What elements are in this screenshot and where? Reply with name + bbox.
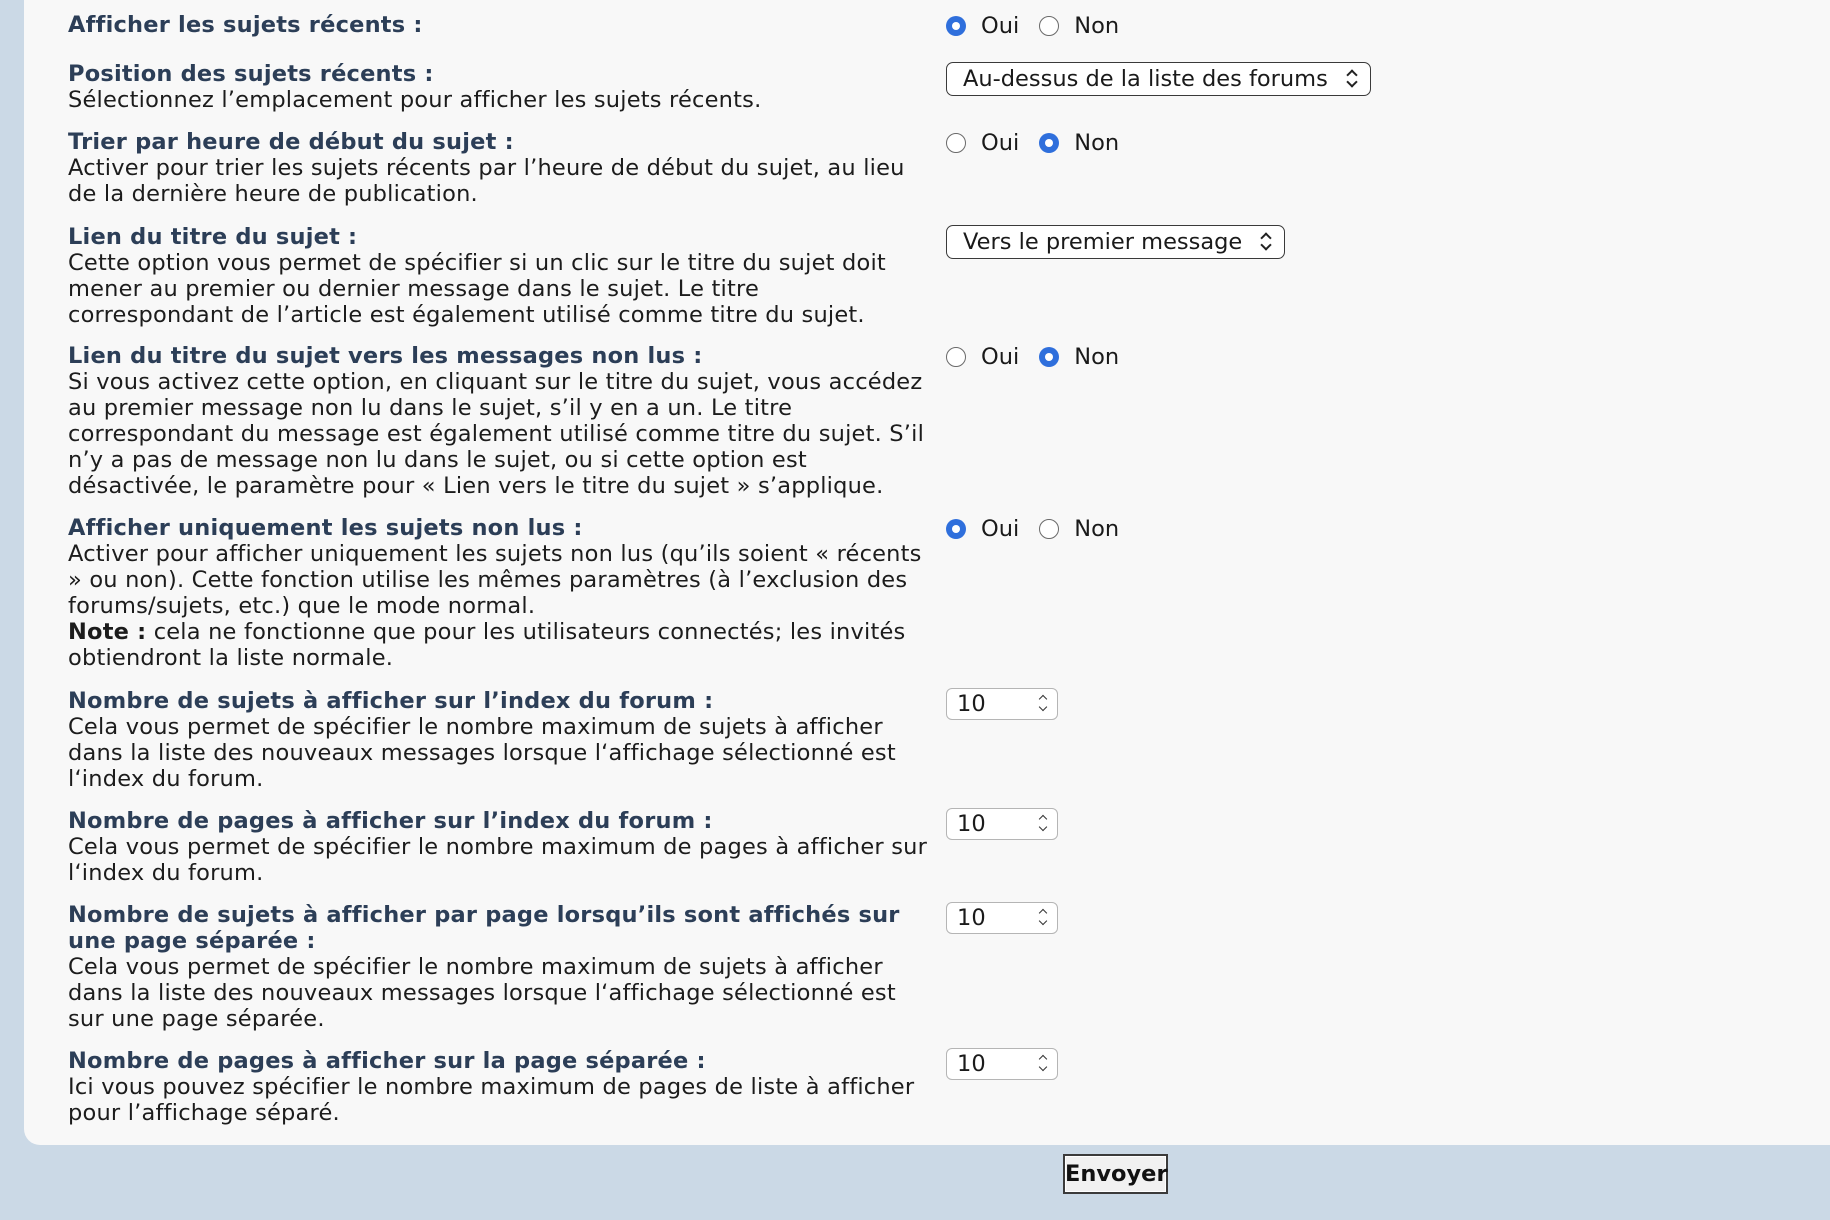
stepper-icon[interactable] [1037,813,1049,835]
setting-title: Afficher les sujets récents : [68,12,423,38]
radio-non[interactable] [1039,347,1059,367]
setting-description: Si vous activez cette option, en cliquant sur le titre du sujet, vous accédez au premier message non lu dans le sujet, s’il y en a un. Le titre correspondant du message est également utilisé comme titre du sujet. S’il n’y a pas de message non lu dans le sujet, ou si cette option est désactivée, le paramètre pour « Lien vers le titre du sujet » s’applique. [68,369,925,499]
setting-title: Trier par heure de début du sujet : [68,129,514,155]
setting-title: Nombre de sujets à afficher par page lorsqu’ils sont affichés sur une page séparée : [68,902,900,954]
number-value: 10 [957,905,986,931]
radio-label-oui: Oui [981,516,1020,542]
radio-label-non: Non [1074,130,1120,156]
note-label: Note : [68,619,147,645]
select-value: Au-dessus de la liste des forums [963,66,1328,92]
number-value: 10 [957,691,986,717]
setting-description: Sélectionnez l’emplacement pour afficher les sujets récents. [68,87,762,113]
radio-oui[interactable] [946,519,966,539]
submit-button[interactable]: Envoyer [1063,1154,1168,1194]
radio-oui[interactable] [946,133,966,153]
radio-non[interactable] [1039,16,1059,36]
topics-per-page-input[interactable] [946,902,1058,934]
stepper-icon[interactable] [1037,693,1049,715]
setting-title: Nombre de pages à afficher sur l’index du forum : [68,808,713,834]
radio-group [946,343,1139,371]
setting-title: Lien du titre du sujet vers les messages non lus : [68,343,703,369]
radio-label-oui: Oui [981,13,1020,39]
radio-group [946,515,1139,543]
chevron-updown-icon [1260,233,1272,251]
setting-description: Cela vous permet de spécifier le nombre maximum de pages à afficher sur l‘index du forum. [68,834,928,886]
number-value: 10 [957,1051,986,1077]
setting-title: Afficher uniquement les sujets non lus : [68,515,583,541]
radio-group [946,129,1139,157]
radio-label-oui: Oui [981,130,1020,156]
setting-title: Lien du titre du sujet : [68,224,358,250]
pages-on-index-input[interactable] [946,808,1058,840]
settings-panel [24,0,1830,1145]
radio-oui[interactable] [946,16,966,36]
setting-description: Cette option vous permet de spécifier si un clic sur le titre du sujet doit mener au premier ou dernier message dans le sujet. Le titre correspondant de l’article est également utilisé comme titre du sujet. [68,250,886,328]
radio-label-non: Non [1074,344,1120,370]
setting-description: Activer pour afficher uniquement les sujets non lus (qu’ils soient « récents » ou non). Cette fonction utilise les mêmes paramètres (à l’exclusion des forums/sujets, etc.) que le mode normal. [68,541,922,619]
setting-description: Cela vous permet de spécifier le nombre maximum de sujets à afficher dans la liste des nouveaux messages lorsque l‘affichage sélectionné est l‘index du forum. [68,714,896,792]
stepper-icon[interactable] [1037,1053,1049,1075]
topics-on-index-input[interactable] [946,688,1058,720]
setting-note [68,619,928,671]
radio-non[interactable] [1039,519,1059,539]
setting-title: Position des sujets récents : [68,61,434,87]
stepper-icon[interactable] [1037,907,1049,929]
radio-label-non: Non [1074,13,1120,39]
radio-non[interactable] [1039,133,1059,153]
note-text: cela ne fonctionne que pour les utilisateurs connectés; les invités obtiendront la liste normale. [68,619,906,671]
setting-title: Nombre de pages à afficher sur la page séparée : [68,1048,706,1074]
select-value: Vers le premier message [963,229,1243,255]
position-select[interactable] [946,62,1371,96]
radio-oui[interactable] [946,347,966,367]
setting-description: Cela vous permet de spécifier le nombre maximum de sujets à afficher dans la liste des nouveaux messages lorsque l‘affichage sélectionné est sur une page séparée. [68,954,896,1032]
radio-label-oui: Oui [981,344,1020,370]
title-link-select[interactable] [946,225,1285,259]
setting-title: Nombre de sujets à afficher sur l’index du forum : [68,688,714,714]
pages-separate-input[interactable] [946,1048,1058,1080]
number-value: 10 [957,811,986,837]
radio-group [946,12,1139,40]
radio-label-non: Non [1074,516,1120,542]
chevron-updown-icon [1346,70,1358,88]
setting-description: Activer pour trier les sujets récents par l’heure de début du sujet, au lieu de la dernière heure de publication. [68,155,905,207]
setting-description: Ici vous pouvez spécifier le nombre maximum de pages de liste à afficher pour l’affichage séparé. [68,1074,915,1126]
